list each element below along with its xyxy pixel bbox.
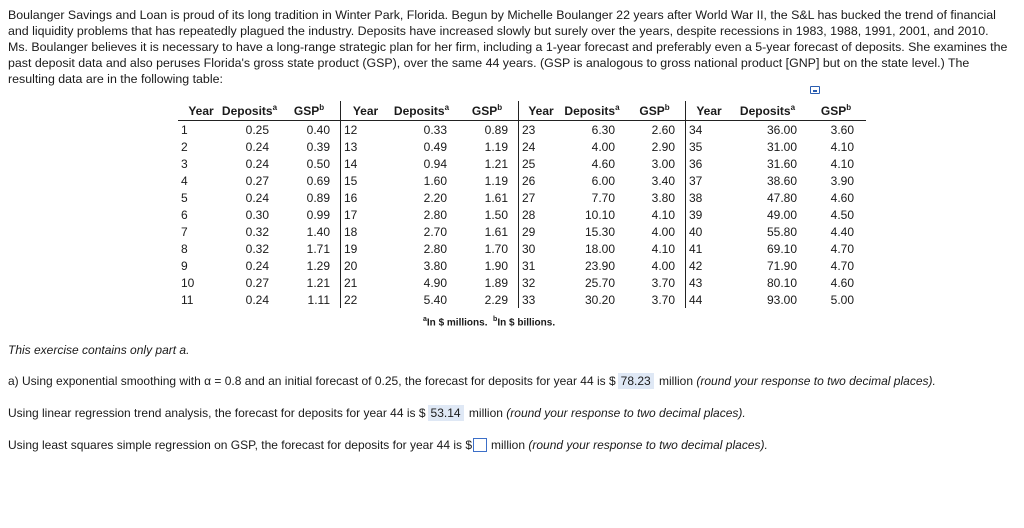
gsp-header: GSP$^b$ xyxy=(456,101,519,121)
year-cell: 33 xyxy=(519,291,561,308)
deposits-cell: 0.24 xyxy=(245,139,269,154)
gsp-cell: 1.21 xyxy=(306,275,330,290)
gsp-cell: 0.99 xyxy=(306,207,330,222)
year-cell: 8 xyxy=(181,241,188,256)
gsp-cell: 1.61 xyxy=(484,224,508,239)
deposits-cell: 71.90 xyxy=(766,258,797,273)
gsp-header: GSP$^b$ xyxy=(624,101,686,121)
gsp-cell: 4.70 xyxy=(830,241,854,256)
deposits-cell: 10.10 xyxy=(584,207,615,222)
deposits-cell: 6.30 xyxy=(591,122,615,137)
gsp-cell: 0.40 xyxy=(306,122,330,137)
year-cell: 24 xyxy=(519,138,561,155)
deposits-cell: 0.24 xyxy=(245,190,269,205)
deposits-cell: 3.80 xyxy=(423,258,447,273)
table-row xyxy=(178,274,866,291)
deposits-cell: 49.00 xyxy=(766,207,797,222)
deposits-cell: 0.24 xyxy=(245,258,269,273)
gsp-cell: 5.00 xyxy=(830,292,854,307)
gsp-cell: 2.90 xyxy=(651,139,675,154)
problem-intro: Boulanger Savings and Loan is proud of its long tradition in Winter Park, Florida. Begun by Michelle Boulanger 22 years after World War II, the S&L has bucked the trend of financial and liquidity problems that has repeatedly plagued the industry. Deposits have increased slowly but surely over the years, despite recessions in 1983, 1988, 1991, 2001, and 2010. Ms. Boulanger believes it is necessary to have a long-range strategic plan for her firm, including a 1-year forecast and preferably even a 5-year forecast of deposits. She examines the past deposit data and also peruses Florida's gross state product (GSP), over the same 44 years. (GSP is analogous to gross national product [GNP] but on the state level.) The resulting data are in the following table: xyxy=(8,8,1008,86)
year-cell: 2 xyxy=(181,139,188,154)
table-footnote: $^a$In $ millions. $^b$In $ billions. xyxy=(423,316,556,329)
question-linear-trend: Using linear regression trend analysis, the forecast for deposits for year 44 is $ 53.14 million (round your response to two decimal places). xyxy=(8,406,746,420)
year-cell: 13 xyxy=(341,138,388,155)
table-row xyxy=(178,291,866,308)
year-cell: 31 xyxy=(519,257,561,274)
year-cell: 39 xyxy=(686,206,730,223)
gsp-cell: 2.60 xyxy=(651,122,675,137)
year-cell: 41 xyxy=(686,240,730,257)
table-row xyxy=(178,155,866,172)
gsp-cell: 0.89 xyxy=(484,122,508,137)
year-cell: 23 xyxy=(519,121,561,139)
deposits-cell: 25.70 xyxy=(584,275,615,290)
gsp-cell: 4.00 xyxy=(651,258,675,273)
gsp-cell: 4.10 xyxy=(651,207,675,222)
gsp-cell: 3.70 xyxy=(651,292,675,307)
gsp-cell: 1.70 xyxy=(484,241,508,256)
rounding-hint: (round your response to two decimal places). xyxy=(506,406,746,420)
year-cell: 16 xyxy=(341,189,388,206)
year-header: Year xyxy=(178,101,221,121)
exercise-note: This exercise contains only part a. xyxy=(8,343,190,357)
table-row xyxy=(178,240,866,257)
deposits-cell: 47.80 xyxy=(766,190,797,205)
deposits-cell: 30.20 xyxy=(584,292,615,307)
year-cell: 38 xyxy=(686,189,730,206)
table-row xyxy=(178,138,866,155)
year-cell: 14 xyxy=(341,155,388,172)
deposits-header: Deposits$^a$ xyxy=(729,101,806,121)
gsp-cell: 1.19 xyxy=(484,139,508,154)
deposits-cell: 1.60 xyxy=(423,173,447,188)
deposits-cell: 0.27 xyxy=(245,173,269,188)
year-cell: 36 xyxy=(686,155,730,172)
gsp-cell: 1.29 xyxy=(306,258,330,273)
year-cell: 21 xyxy=(341,274,388,291)
deposits-cell: 5.40 xyxy=(423,292,447,307)
year-cell: 12 xyxy=(341,121,388,139)
year-header: Year xyxy=(686,101,730,121)
gsp-cell: 1.61 xyxy=(484,190,508,205)
deposits-cell: 6.00 xyxy=(591,173,615,188)
year-cell: 22 xyxy=(341,291,388,308)
deposits-cell: 2.70 xyxy=(423,224,447,239)
gsp-cell: 0.89 xyxy=(306,190,330,205)
deposits-cell: 15.30 xyxy=(584,224,615,239)
answer-input-gsp-regression[interactable] xyxy=(473,438,487,452)
year-cell: 35 xyxy=(686,138,730,155)
year-cell: 10 xyxy=(181,275,195,290)
gsp-cell: 4.40 xyxy=(830,224,854,239)
gsp-cell: 4.60 xyxy=(830,190,854,205)
year-cell: 37 xyxy=(686,172,730,189)
deposits-cell: 2.20 xyxy=(423,190,447,205)
deposits-cell: 23.90 xyxy=(584,258,615,273)
gsp-cell: 3.00 xyxy=(651,156,675,171)
deposits-cell: 36.00 xyxy=(766,122,797,137)
year-cell: 3 xyxy=(181,156,188,171)
data-table xyxy=(178,101,866,308)
year-cell: 25 xyxy=(519,155,561,172)
gsp-cell: 1.89 xyxy=(484,275,508,290)
deposits-cell: 0.27 xyxy=(245,275,269,290)
deposits-cell: 0.33 xyxy=(423,122,447,137)
deposits-cell: 80.10 xyxy=(766,275,797,290)
year-cell: 1 xyxy=(181,122,188,137)
table-row xyxy=(178,206,866,223)
gsp-cell: 1.11 xyxy=(307,292,330,307)
year-cell: 28 xyxy=(519,206,561,223)
year-cell: 20 xyxy=(341,257,388,274)
deposits-cell: 18.00 xyxy=(584,241,615,256)
rounding-hint: (round your response to two decimal places). xyxy=(528,438,768,452)
table-header-row xyxy=(178,101,866,121)
year-cell: 42 xyxy=(686,257,730,274)
deposits-cell: 0.25 xyxy=(245,122,269,137)
gsp-cell: 0.69 xyxy=(306,173,330,188)
year-cell: 44 xyxy=(686,291,730,308)
deposits-cell: 0.24 xyxy=(245,156,269,171)
deposits-cell: 4.60 xyxy=(591,156,615,171)
table-row xyxy=(178,121,866,139)
gsp-cell: 0.39 xyxy=(306,139,330,154)
year-header: Year xyxy=(341,101,388,121)
table-row xyxy=(178,223,866,240)
year-cell: 9 xyxy=(181,258,188,273)
gsp-cell: 3.60 xyxy=(830,122,854,137)
deposits-cell: 55.80 xyxy=(766,224,797,239)
gsp-cell: 1.21 xyxy=(484,156,508,171)
deposits-cell: 0.32 xyxy=(245,224,269,239)
year-cell: 30 xyxy=(519,240,561,257)
rounding-hint: (round your response to two decimal places). xyxy=(696,374,936,388)
year-cell: 7 xyxy=(181,224,188,239)
year-cell: 43 xyxy=(686,274,730,291)
question-exponential-smoothing: a) Using exponential smoothing with α = 0.8 and an initial forecast of 0.25, the forecast for deposits for year 44 is $ 78.23 million (round your response to two decimal places). xyxy=(8,374,936,388)
year-cell: 32 xyxy=(519,274,561,291)
gsp-cell: 1.50 xyxy=(484,207,508,222)
question-gsp-regression: Using least squares simple regression on GSP, the forecast for deposits for year 44 is $ million (round your response to two decimal places). xyxy=(8,438,768,452)
answer-linear-trend[interactable]: 53.14 xyxy=(428,405,464,421)
deposits-cell: 0.94 xyxy=(423,156,447,171)
table-row xyxy=(178,189,866,206)
gsp-cell: 4.10 xyxy=(651,241,675,256)
year-cell: 15 xyxy=(341,172,388,189)
gsp-cell: 2.29 xyxy=(484,292,508,307)
year-cell: 27 xyxy=(519,189,561,206)
deposits-cell: 2.80 xyxy=(423,207,447,222)
deposits-cell: 31.60 xyxy=(766,156,797,171)
alpha-symbol: α xyxy=(204,374,212,388)
deposits-header: Deposits$^a$ xyxy=(387,101,456,121)
table-body xyxy=(178,121,866,309)
gsp-cell: 1.40 xyxy=(306,224,330,239)
gsp-cell: 4.60 xyxy=(830,275,854,290)
gsp-cell: 4.50 xyxy=(830,207,854,222)
copy-table-icon[interactable] xyxy=(810,86,820,94)
deposits-cell: 4.90 xyxy=(423,275,447,290)
year-cell: 26 xyxy=(519,172,561,189)
gsp-cell: 4.70 xyxy=(830,258,854,273)
gsp-cell: 3.70 xyxy=(651,275,675,290)
gsp-cell: 1.19 xyxy=(484,173,508,188)
gsp-cell: 3.90 xyxy=(830,173,854,188)
deposits-cell: 2.80 xyxy=(423,241,447,256)
year-cell: 4 xyxy=(181,173,188,188)
deposits-header: Deposits$^a$ xyxy=(221,101,278,121)
gsp-cell: 4.10 xyxy=(830,139,854,154)
deposits-cell: 69.10 xyxy=(766,241,797,256)
year-cell: 5 xyxy=(181,190,188,205)
gsp-cell: 4.00 xyxy=(651,224,675,239)
year-cell: 17 xyxy=(341,206,388,223)
gsp-cell: 1.90 xyxy=(484,258,508,273)
year-cell: 29 xyxy=(519,223,561,240)
gsp-header: GSP$^b$ xyxy=(278,101,341,121)
year-cell: 40 xyxy=(686,223,730,240)
year-cell: 18 xyxy=(341,223,388,240)
year-cell: 11 xyxy=(181,292,194,307)
year-header: Year xyxy=(519,101,561,121)
deposits-cell: 0.24 xyxy=(245,292,269,307)
year-cell: 34 xyxy=(686,121,730,139)
deposits-cell: 0.30 xyxy=(245,207,269,222)
gsp-cell: 1.71 xyxy=(306,241,330,256)
table-row xyxy=(178,172,866,189)
deposits-cell: 93.00 xyxy=(766,292,797,307)
deposits-cell: 7.70 xyxy=(591,190,615,205)
deposits-cell: 31.00 xyxy=(766,139,797,154)
gsp-cell: 0.50 xyxy=(306,156,330,171)
year-cell: 6 xyxy=(181,207,188,222)
deposits-cell: 0.49 xyxy=(423,139,447,154)
year-cell: 19 xyxy=(341,240,388,257)
deposits-cell: 4.00 xyxy=(591,139,615,154)
gsp-cell: 3.80 xyxy=(651,190,675,205)
gsp-cell: 4.10 xyxy=(830,156,854,171)
deposits-header: Deposits$^a$ xyxy=(560,101,624,121)
gsp-header: GSP$^b$ xyxy=(806,101,866,121)
gsp-cell: 3.40 xyxy=(651,173,675,188)
table-row xyxy=(178,257,866,274)
answer-exponential-smoothing[interactable]: 78.23 xyxy=(618,373,654,389)
deposits-cell: 0.32 xyxy=(245,241,269,256)
deposits-cell: 38.60 xyxy=(766,173,797,188)
